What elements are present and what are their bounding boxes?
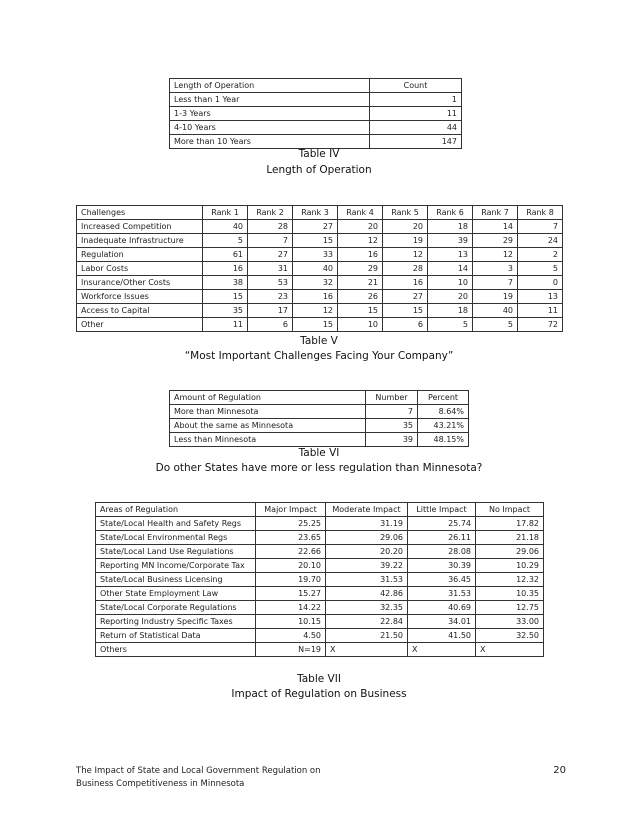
table-cell: 12: [473, 248, 518, 262]
column-header: Count: [370, 79, 462, 93]
table-cell: 25.25: [256, 517, 326, 531]
table-cell: 8.64%: [418, 405, 469, 419]
row-label: More than 10 Years: [170, 135, 370, 149]
table-cell: 2: [518, 248, 563, 262]
regulation-comparison-table: [169, 390, 469, 447]
table-cell: 42.86: [326, 587, 408, 601]
table-cell: 7: [248, 234, 293, 248]
page-number: 20: [553, 765, 566, 776]
table-cell: 41.50: [408, 629, 476, 643]
table-cell: 16: [338, 248, 383, 262]
row-label: Labor Costs: [77, 262, 203, 276]
column-header: Rank 1: [203, 206, 248, 220]
table-row: [77, 234, 563, 248]
table-cell: 33.00: [476, 615, 544, 629]
table-cell: 32: [293, 276, 338, 290]
column-header: Rank 6: [428, 206, 473, 220]
table-cell: 15: [293, 318, 338, 332]
table-cell: 30.39: [408, 559, 476, 573]
table-cell: 19.70: [256, 573, 326, 587]
table-row: [170, 93, 462, 107]
table-cell: 28: [383, 262, 428, 276]
table-cell: 11: [370, 107, 462, 121]
table-cell: 5: [203, 234, 248, 248]
column-header: Rank 5: [383, 206, 428, 220]
table-cell: 6: [248, 318, 293, 332]
table-row: [96, 601, 544, 615]
table-cell: 31.53: [326, 573, 408, 587]
row-label: Increased Competition: [77, 220, 203, 234]
table-cell: 28: [248, 220, 293, 234]
table-row: [77, 248, 563, 262]
row-label: Return of Statistical Data: [96, 629, 256, 643]
column-header: Rank 2: [248, 206, 293, 220]
row-label: State/Local Land Use Regulations: [96, 545, 256, 559]
column-header: Amount of Regulation: [170, 391, 366, 405]
table-cell: 20.10: [256, 559, 326, 573]
table-cell: 27: [383, 290, 428, 304]
table-header-row: [77, 206, 563, 220]
row-label: Others: [96, 643, 256, 657]
table-row: [96, 559, 544, 573]
table-cell: 10.35: [476, 587, 544, 601]
table-row: [96, 545, 544, 559]
table-cell: 44: [370, 121, 462, 135]
table-cell: 31.53: [408, 587, 476, 601]
table-cell: 4.50: [256, 629, 326, 643]
table-cell: 11: [203, 318, 248, 332]
column-header: Percent: [418, 391, 469, 405]
table-cell: 39: [366, 433, 418, 447]
table-cell: 14.22: [256, 601, 326, 615]
table-row: [96, 587, 544, 601]
length-of-operation-table: [169, 78, 462, 149]
row-label: Reporting MN Income/Corporate Tax: [96, 559, 256, 573]
table4-caption-number: Table IV: [298, 148, 340, 160]
table-cell: 3: [473, 262, 518, 276]
table-cell: 12.75: [476, 601, 544, 615]
table-cell: X: [326, 643, 408, 657]
table-cell: 18: [428, 304, 473, 318]
table-header-row: [170, 391, 469, 405]
table-cell: 147: [370, 135, 462, 149]
table-cell: 16: [383, 276, 428, 290]
table-cell: 21.50: [326, 629, 408, 643]
column-header: Moderate Impact: [326, 503, 408, 517]
table-cell: 5: [473, 318, 518, 332]
table-cell: 31: [248, 262, 293, 276]
table-cell: 0: [518, 276, 563, 290]
table-cell: 22.66: [256, 545, 326, 559]
table-cell: 35: [203, 304, 248, 318]
table-cell: 16: [203, 262, 248, 276]
table-cell: X: [408, 643, 476, 657]
table6-caption-number: Table VI: [298, 447, 340, 459]
table-row: [77, 220, 563, 234]
column-header: Number: [366, 391, 418, 405]
table-cell: 10.15: [256, 615, 326, 629]
footer-line-1: The Impact of State and Local Government Regulation on: [76, 766, 321, 776]
row-label: About the same as Minnesota: [170, 419, 366, 433]
table-cell: 20: [428, 290, 473, 304]
table-cell: 39.22: [326, 559, 408, 573]
table-cell: 24: [518, 234, 563, 248]
table-cell: 12.32: [476, 573, 544, 587]
row-label: State/Local Environmental Regs: [96, 531, 256, 545]
table-cell: 12: [338, 234, 383, 248]
footer-line-2: Business Competitiveness in Minnesota: [76, 779, 245, 789]
table-cell: 25.74: [408, 517, 476, 531]
regulation-impact-table: [95, 502, 544, 657]
table-cell: 13: [428, 248, 473, 262]
table-cell: 35: [366, 419, 418, 433]
table-cell: 19: [383, 234, 428, 248]
table-cell: N=19: [256, 643, 326, 657]
table-cell: 6: [383, 318, 428, 332]
table-row: [170, 121, 462, 135]
table-cell: 15: [293, 234, 338, 248]
table-cell: 26: [338, 290, 383, 304]
row-label: Insurance/Other Costs: [77, 276, 203, 290]
table-cell: 39: [428, 234, 473, 248]
table-cell: 21.18: [476, 531, 544, 545]
table5-caption-number: Table V: [300, 335, 338, 347]
table-cell: 15.27: [256, 587, 326, 601]
table-cell: 34.01: [408, 615, 476, 629]
table-row: [170, 405, 469, 419]
row-label: Regulation: [77, 248, 203, 262]
table-cell: 18: [428, 220, 473, 234]
table-cell: 1: [370, 93, 462, 107]
table-row: [77, 262, 563, 276]
table-cell: 53: [248, 276, 293, 290]
table-row: [96, 517, 544, 531]
table-cell: 7: [366, 405, 418, 419]
table-cell: 17.82: [476, 517, 544, 531]
table-cell: 36.45: [408, 573, 476, 587]
table-cell: 15: [203, 290, 248, 304]
table-cell: 29.06: [476, 545, 544, 559]
row-label: Other: [77, 318, 203, 332]
table-cell: 17: [248, 304, 293, 318]
row-label: Other State Employment Law: [96, 587, 256, 601]
row-label: Access to Capital: [77, 304, 203, 318]
column-header: Challenges: [77, 206, 203, 220]
table-cell: 5: [428, 318, 473, 332]
column-header: No Impact: [476, 503, 544, 517]
table-cell: 12: [383, 248, 428, 262]
table7-caption-title: Impact of Regulation on Business: [231, 688, 407, 700]
table-cell: 29.06: [326, 531, 408, 545]
row-label: Inadequate Infrastructure: [77, 234, 203, 248]
table-cell: 72: [518, 318, 563, 332]
table-cell: 11: [518, 304, 563, 318]
table-cell: 14: [473, 220, 518, 234]
table-cell: 10: [338, 318, 383, 332]
table-cell: 20: [383, 220, 428, 234]
row-label: State/Local Business Licensing: [96, 573, 256, 587]
row-label: More than Minnesota: [170, 405, 366, 419]
table-cell: 40: [293, 262, 338, 276]
row-label: 4-10 Years: [170, 121, 370, 135]
column-header: Rank 8: [518, 206, 563, 220]
row-label: Reporting Industry Specific Taxes: [96, 615, 256, 629]
table-row: [77, 290, 563, 304]
column-header: Little Impact: [408, 503, 476, 517]
table-cell: 21: [338, 276, 383, 290]
table-cell: 28.08: [408, 545, 476, 559]
row-label: Less than Minnesota: [170, 433, 366, 447]
table4-caption-title: Length of Operation: [266, 164, 372, 176]
row-label: State/Local Health and Safety Regs: [96, 517, 256, 531]
table-cell: 32.50: [476, 629, 544, 643]
row-label: State/Local Corporate Regulations: [96, 601, 256, 615]
table-cell: 13: [518, 290, 563, 304]
table-cell: 26.11: [408, 531, 476, 545]
table-cell: 29: [473, 234, 518, 248]
table-cell: 5: [518, 262, 563, 276]
table-cell: 32.35: [326, 601, 408, 615]
table-cell: 40.69: [408, 601, 476, 615]
table-cell: 19: [473, 290, 518, 304]
table-row: [96, 629, 544, 643]
table-row: [96, 615, 544, 629]
table-cell: 40: [203, 220, 248, 234]
challenges-table: [76, 205, 563, 332]
row-label: Workforce Issues: [77, 290, 203, 304]
table-row: [96, 531, 544, 545]
table-cell: X: [476, 643, 544, 657]
table-cell: 12: [293, 304, 338, 318]
table-cell: 15: [338, 304, 383, 318]
table-cell: 10: [428, 276, 473, 290]
table-row: [170, 107, 462, 121]
table-row: [77, 304, 563, 318]
table5-caption-title: “Most Important Challenges Facing Your Company”: [184, 350, 454, 362]
table-cell: 27: [293, 220, 338, 234]
column-header: Rank 4: [338, 206, 383, 220]
table-cell: 29: [338, 262, 383, 276]
column-header: Areas of Regulation: [96, 503, 256, 517]
table-row: [170, 419, 469, 433]
table-cell: 23: [248, 290, 293, 304]
table-row: [170, 433, 469, 447]
column-header: Rank 3: [293, 206, 338, 220]
row-label: 1-3 Years: [170, 107, 370, 121]
table-cell: 38: [203, 276, 248, 290]
column-header: Major Impact: [256, 503, 326, 517]
table-cell: 27: [248, 248, 293, 262]
table-header-row: [96, 503, 544, 517]
table-cell: 7: [473, 276, 518, 290]
table-cell: 14: [428, 262, 473, 276]
table-cell: 20: [338, 220, 383, 234]
table-cell: 16: [293, 290, 338, 304]
table-cell: 22.84: [326, 615, 408, 629]
page-footer: [76, 765, 321, 791]
table-row: [77, 318, 563, 332]
table-cell: 10.29: [476, 559, 544, 573]
table-cell: 61: [203, 248, 248, 262]
table-header-row: [170, 79, 462, 93]
column-header: Length of Operation: [170, 79, 370, 93]
table-cell: 23.65: [256, 531, 326, 545]
table-row: [96, 573, 544, 587]
table-cell: 7: [518, 220, 563, 234]
table6-caption-title: Do other States have more or less regulation than Minnesota?: [155, 462, 483, 474]
table-cell: 15: [383, 304, 428, 318]
row-label: Less than 1 Year: [170, 93, 370, 107]
table-cell: 20.20: [326, 545, 408, 559]
column-header: Rank 7: [473, 206, 518, 220]
table-cell: 48.15%: [418, 433, 469, 447]
table-cell: 40: [473, 304, 518, 318]
table-cell: 43.21%: [418, 419, 469, 433]
table-row: [96, 643, 544, 657]
table-row: [77, 276, 563, 290]
table-cell: 33: [293, 248, 338, 262]
table7-caption-number: Table VII: [297, 673, 341, 685]
table-cell: 31.19: [326, 517, 408, 531]
